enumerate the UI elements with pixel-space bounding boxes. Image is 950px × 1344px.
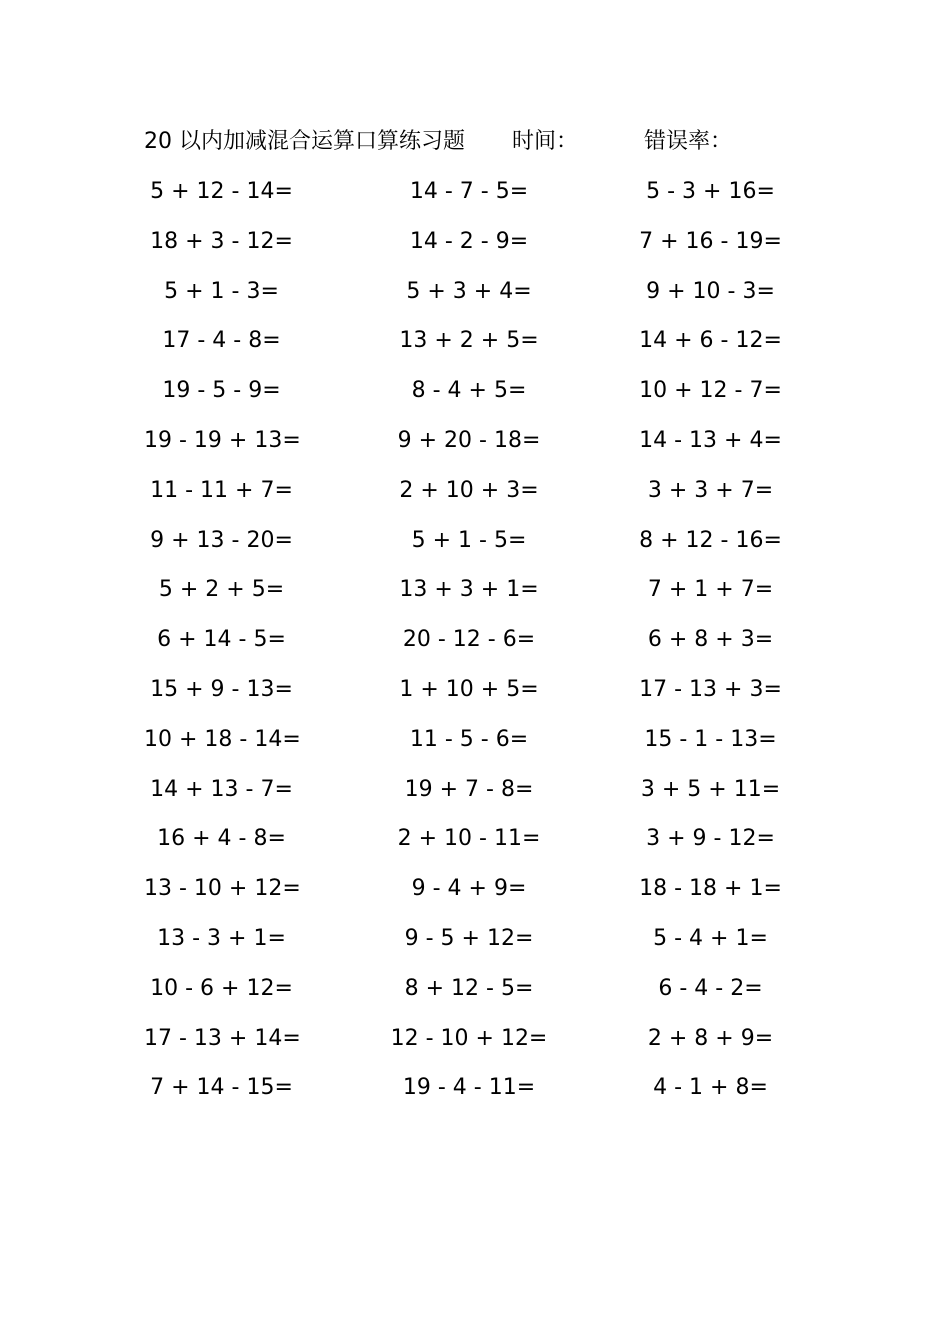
problem-item: 7 + 16 - 19= — [639, 228, 782, 254]
problem-item: 5 - 3 + 16= — [646, 179, 775, 204]
problem-item: 1 + 10 + 5= — [399, 676, 539, 702]
problem-item: 2 + 10 - 11= — [397, 826, 541, 852]
problem-item: 9 - 4 + 9= — [411, 876, 527, 902]
problem-item: 14 + 13 - 7= — [150, 776, 293, 802]
problem-item: 13 + 3 + 1= — [399, 577, 539, 603]
problem-row — [0, 1019, 950, 1069]
problem-item: 2 + 10 + 3= — [399, 477, 539, 503]
problem-item: 8 - 4 + 5= — [411, 378, 527, 404]
problem-item: 9 - 5 + 12= — [404, 925, 534, 951]
problem-item: 5 + 1 - 3= — [164, 278, 279, 304]
problem-grid — [0, 172, 950, 1118]
problem-item: 7 + 14 - 15= — [150, 1075, 293, 1101]
problem-row — [0, 869, 950, 919]
problem-item: 9 + 13 - 20= — [150, 527, 293, 553]
problem-row — [0, 620, 950, 670]
problem-row — [0, 172, 950, 222]
worksheet-title: 20 以内加减混合运算口算练习题 — [144, 129, 465, 154]
problem-item: 9 + 20 - 18= — [397, 427, 541, 453]
problem-item: 19 - 19 + 13= — [144, 427, 301, 453]
problem-item: 9 + 10 - 3= — [646, 278, 775, 304]
problem-item: 14 - 2 - 9= — [409, 228, 529, 254]
problem-row — [0, 272, 950, 322]
error-rate-label: 错误率： — [644, 129, 733, 154]
problem-item: 7 + 1 + 7= — [647, 577, 774, 603]
problem-item: 6 - 4 - 2= — [658, 975, 763, 1001]
problem-item: 5 - 4 + 1= — [653, 925, 768, 951]
problem-row — [0, 670, 950, 720]
problem-item: 17 - 13 + 3= — [639, 676, 782, 702]
problem-item: 6 + 14 - 5= — [157, 627, 286, 653]
problem-item: 11 - 11 + 7= — [150, 477, 293, 503]
problem-item: 3 + 5 + 11= — [640, 776, 781, 802]
problem-row — [0, 222, 950, 272]
problem-row — [0, 521, 950, 571]
problem-item: 19 - 5 - 9= — [162, 378, 281, 404]
problem-row — [0, 321, 950, 371]
problem-item: 10 - 6 + 12= — [150, 975, 293, 1001]
problem-row — [0, 819, 950, 869]
problem-item: 6 + 8 + 3= — [647, 627, 774, 653]
problem-item: 13 + 2 + 5= — [399, 328, 539, 354]
problem-item: 12 - 10 + 12= — [390, 1025, 548, 1051]
worksheet-header — [144, 124, 844, 160]
problem-item: 13 - 3 + 1= — [157, 925, 286, 951]
problem-item: 13 - 10 + 12= — [144, 876, 301, 902]
problem-item: 3 + 9 - 12= — [646, 826, 775, 852]
problem-row — [0, 969, 950, 1019]
problem-item: 19 + 7 - 8= — [404, 776, 534, 802]
problem-item: 8 + 12 - 5= — [404, 975, 534, 1001]
problem-item: 2 + 8 + 9= — [647, 1025, 774, 1051]
problem-row — [0, 720, 950, 770]
problem-row — [0, 919, 950, 969]
problem-item: 15 - 1 - 13= — [644, 726, 777, 752]
problem-row — [0, 1068, 950, 1118]
problem-item: 14 - 13 + 4= — [639, 427, 782, 453]
problem-item: 5 + 3 + 4= — [406, 278, 532, 304]
problem-row — [0, 421, 950, 471]
problem-item: 14 - 7 - 5= — [409, 179, 529, 204]
problem-item: 19 - 4 - 11= — [402, 1075, 536, 1101]
problem-item: 17 - 4 - 8= — [162, 328, 281, 354]
problem-item: 17 - 13 + 14= — [144, 1025, 301, 1051]
problem-item: 3 + 3 + 7= — [647, 477, 774, 503]
problem-item: 5 + 1 - 5= — [411, 527, 527, 553]
problem-item: 16 + 4 - 8= — [157, 826, 286, 852]
problem-item: 15 + 9 - 13= — [150, 676, 293, 702]
problem-item: 10 + 12 - 7= — [639, 378, 782, 404]
problem-item: 10 + 18 - 14= — [144, 726, 301, 752]
problem-row — [0, 471, 950, 521]
time-label: 时间： — [512, 129, 579, 154]
problem-row — [0, 770, 950, 820]
problem-item: 5 + 2 + 5= — [158, 577, 285, 603]
problem-item: 11 - 5 - 6= — [409, 726, 529, 752]
problem-row — [0, 371, 950, 421]
problem-item: 18 + 3 - 12= — [150, 228, 293, 254]
problem-item: 18 - 18 + 1= — [639, 876, 782, 902]
problem-item: 5 + 12 - 14= — [150, 179, 293, 204]
problem-item: 14 + 6 - 12= — [639, 328, 782, 354]
problem-item: 4 - 1 + 8= — [653, 1075, 768, 1101]
problem-item: 20 - 12 - 6= — [402, 627, 536, 653]
problem-item: 8 + 12 - 16= — [639, 527, 782, 553]
problem-row — [0, 570, 950, 620]
